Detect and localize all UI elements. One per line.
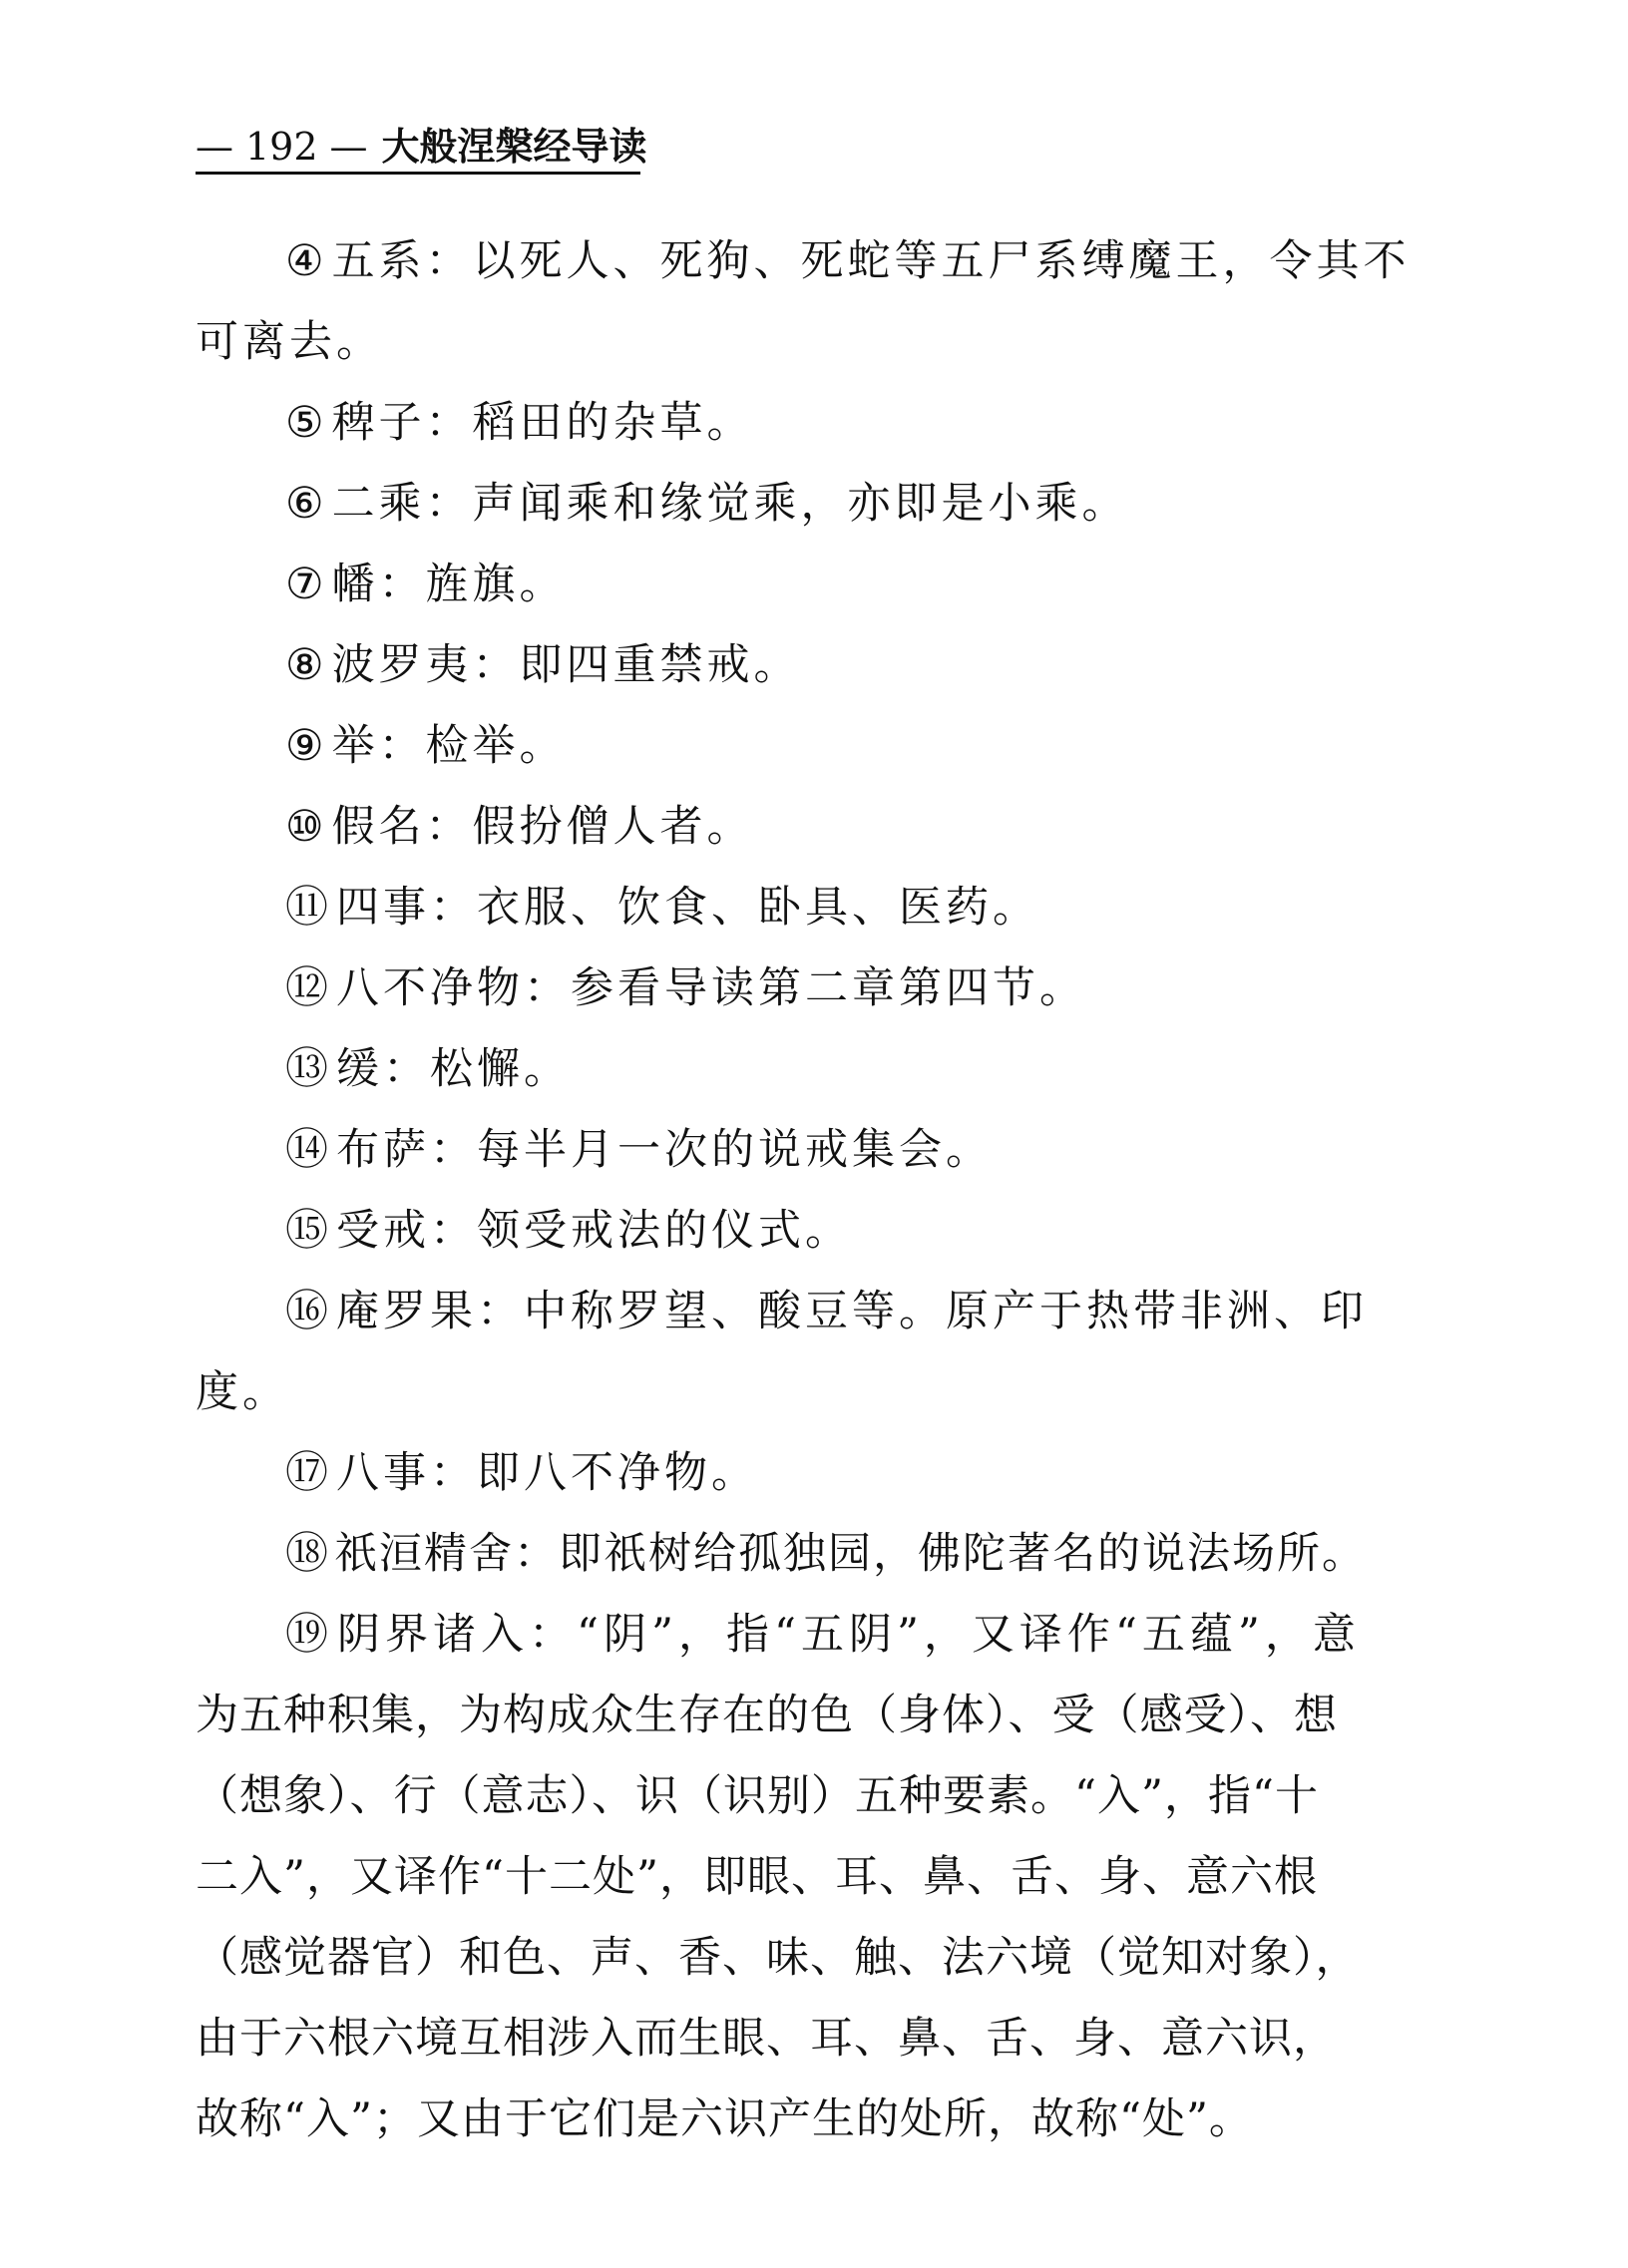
note-16-line-1: ⑯庵罗果：中称罗望、酸豆等。原产于热带非洲、印 xyxy=(285,1287,1368,1336)
note-11: ⑪四事：衣服、饮食、卧具、医药。 xyxy=(285,883,1039,933)
note-marker: ⑤ xyxy=(285,398,328,448)
note-marker: ⑰ xyxy=(285,1448,332,1498)
note-marker: ⑯ xyxy=(285,1287,332,1336)
note-marker: ⑪ xyxy=(285,883,332,933)
note-marker: ⑦ xyxy=(285,560,328,609)
note-marker: ⑲ xyxy=(285,1610,333,1660)
note-marker: ⑱ xyxy=(285,1529,330,1579)
note-16-line-2: 度。 xyxy=(196,1367,289,1417)
note-marker: ⑬ xyxy=(285,1044,332,1094)
note-18: ⑱祇洹精舍：即祇树给孤独园，佛陀著名的说法场所。 xyxy=(285,1529,1367,1579)
note-19-line-1: ⑲阴界诸入：“阴”，指“五阴”，又译作“五蕴”，意 xyxy=(285,1610,1361,1660)
note-12: ⑫八不净物：参看导读第二章第四节。 xyxy=(285,963,1086,1013)
note-8: ⑧波罗夷：即四重禁戒。 xyxy=(285,640,801,690)
note-marker: ④ xyxy=(285,236,328,286)
note-marker: ⑨ xyxy=(285,721,328,771)
note-10: ⑩假名：假扮僧人者。 xyxy=(285,802,754,852)
note-7: ⑦幡：旌旗。 xyxy=(285,560,567,609)
note-marker: ⑮ xyxy=(285,1206,332,1256)
note-14: ⑭布萨：每半月一次的说戒集会。 xyxy=(285,1125,993,1175)
note-15: ⑮受戒：领受戒法的仪式。 xyxy=(285,1206,852,1256)
note-marker: ⑫ xyxy=(285,963,332,1013)
note-19-line-4: 二入”，又译作“十二处”，即眼、耳、鼻、舌、身、意六根 xyxy=(196,1852,1318,1902)
page-number: 192 xyxy=(245,125,318,169)
note-19-line-7: 故称“入”；又由于它们是六识产生的处所，故称“处”。 xyxy=(196,2094,1253,2144)
note-13: ⑬缓：松懈。 xyxy=(285,1044,571,1094)
header-dash-right: — xyxy=(329,125,368,169)
header-rule xyxy=(196,172,640,175)
header-dash-left: — xyxy=(196,125,233,169)
note-5: ⑤稗子：稻田的杂草。 xyxy=(285,398,754,448)
note-19-line-2: 为五种积集，为构成众生存在的色（身体）、受（感受）、想 xyxy=(196,1691,1338,1740)
note-marker: ⑩ xyxy=(285,802,328,852)
note-marker: ⑥ xyxy=(285,479,328,529)
note-marker: ⑧ xyxy=(285,640,328,690)
note-17: ⑰八事：即八不净物。 xyxy=(285,1448,758,1498)
note-19-line-3: （想象）、行（意志）、识（识别）五种要素。“入”，指“十 xyxy=(196,1771,1319,1821)
note-19-line-5: （感觉器官）和色、声、香、味、触、法六境（觉知对象）， xyxy=(196,1933,1360,1983)
note-marker: ⑭ xyxy=(285,1125,332,1175)
notes-body xyxy=(196,221,1432,2160)
note-4-line-1: ④五系：以死人、死狗、死蛇等五尸系缚魔王，令其不 xyxy=(285,236,1411,286)
note-9: ⑨举：检举。 xyxy=(285,721,567,771)
book-title: 大般涅槃经导读 xyxy=(381,125,647,169)
note-6: ⑥二乘：声闻乘和缘觉乘，亦即是小乘。 xyxy=(285,479,1129,529)
note-4-line-2: 可离去。 xyxy=(196,317,383,367)
running-header xyxy=(196,120,647,174)
note-19-line-6: 由于六根六境互相涉入而生眼、耳、鼻、舌、身、意六识， xyxy=(196,2014,1337,2064)
